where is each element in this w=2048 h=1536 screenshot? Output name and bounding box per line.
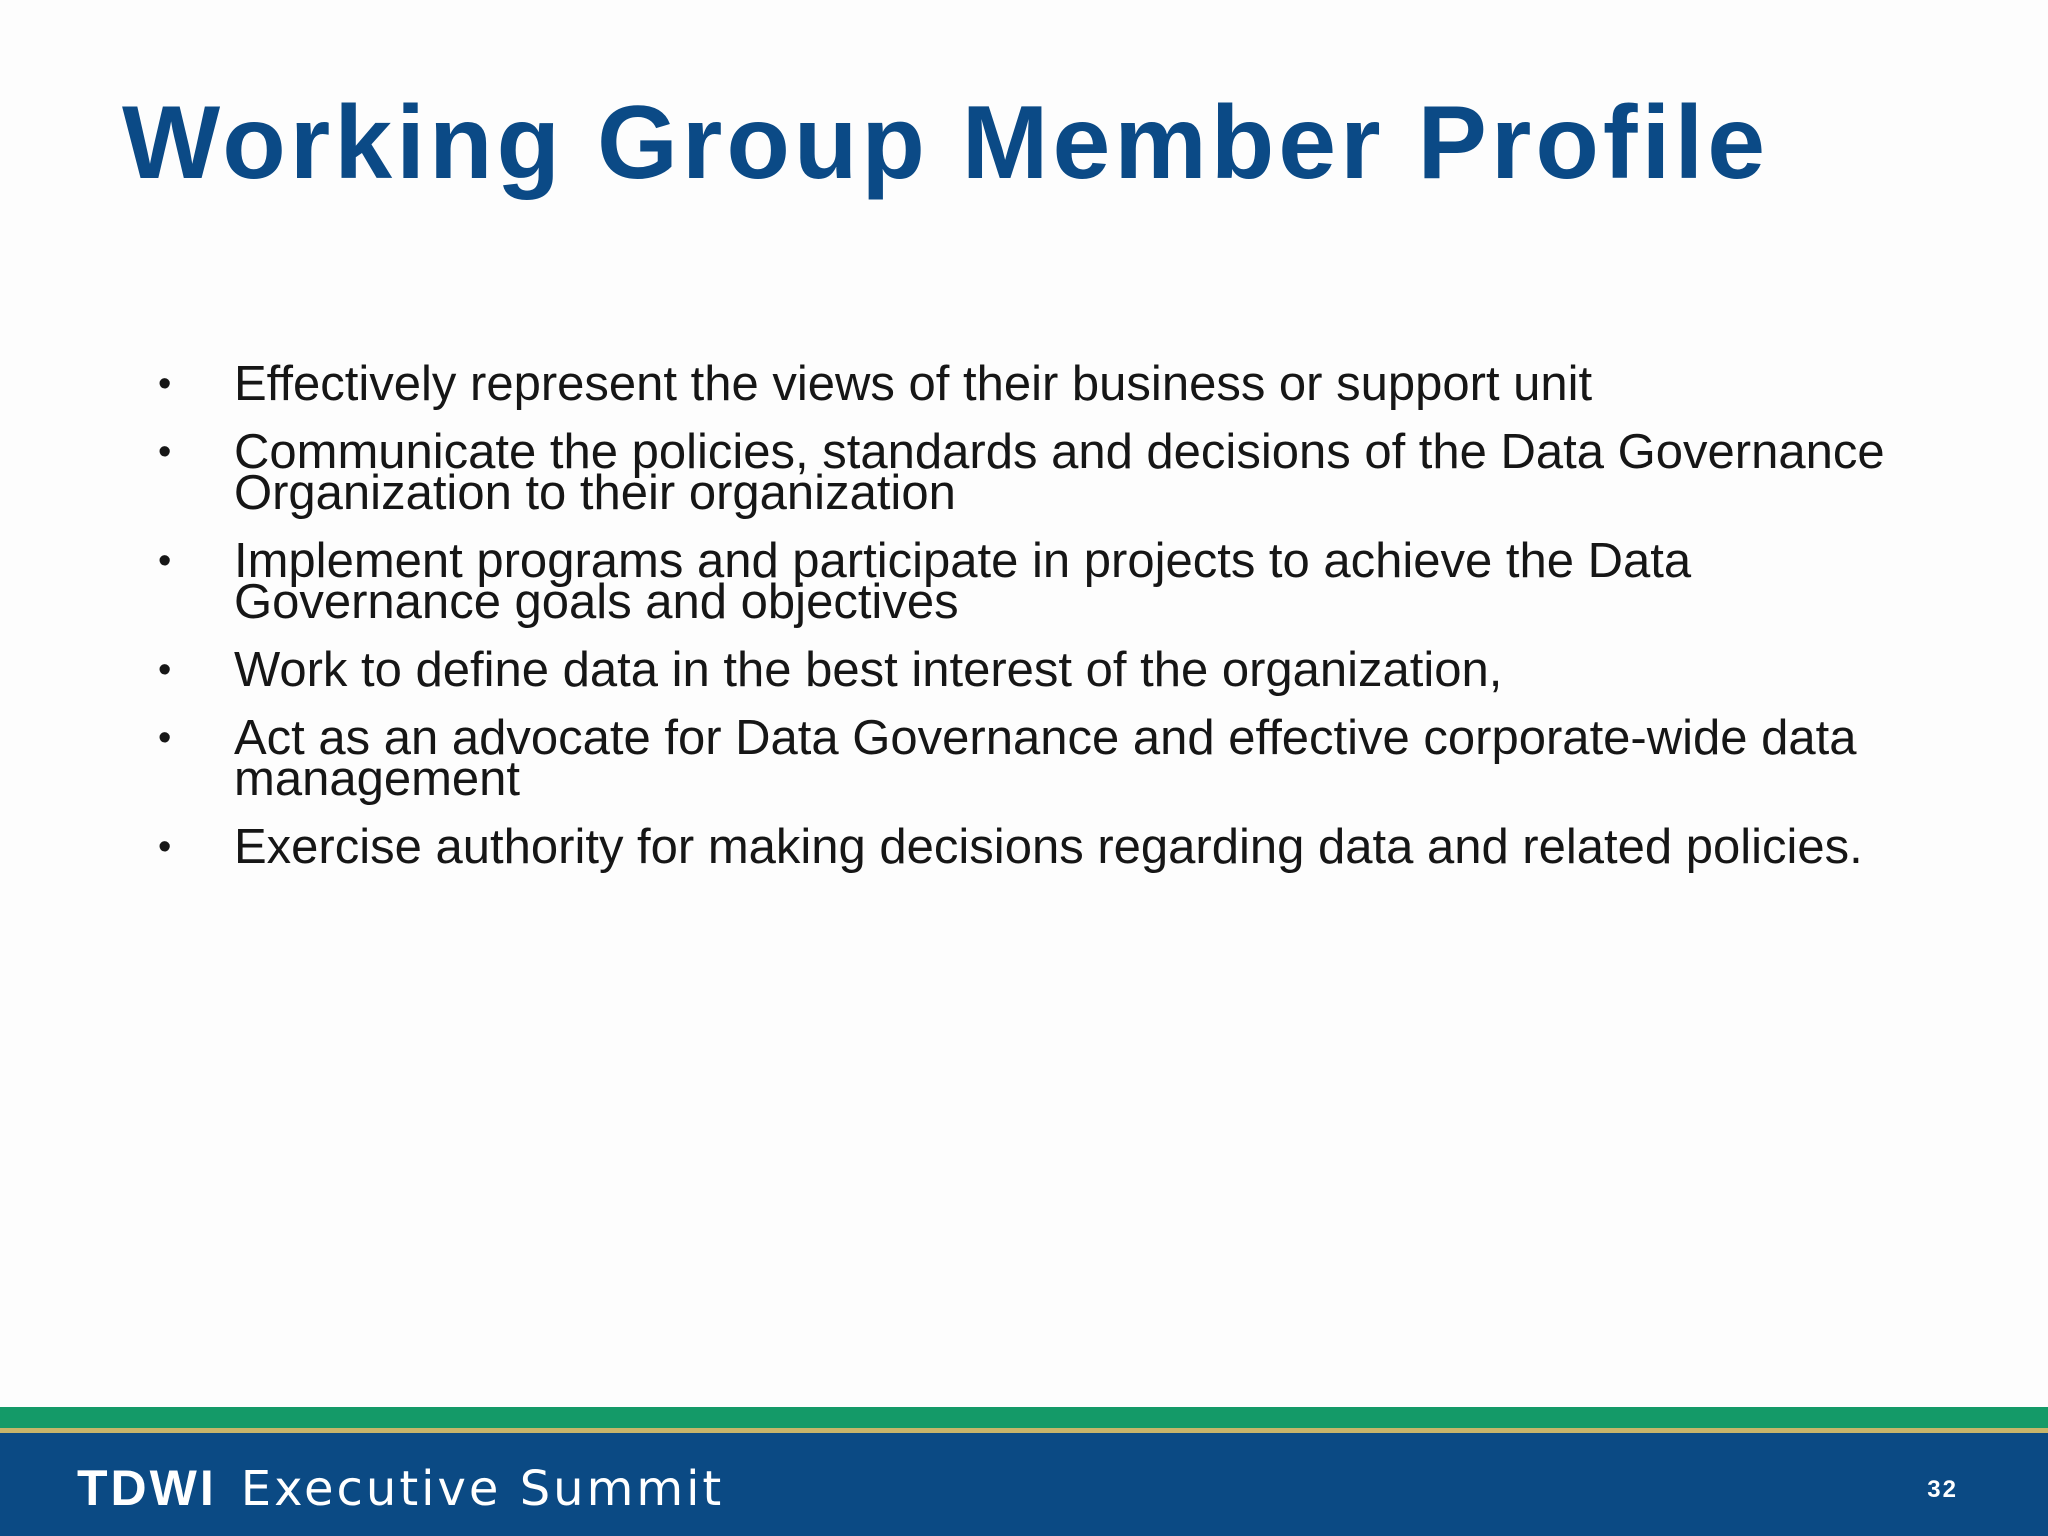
bullet-icon: •: [158, 717, 172, 759]
bullet-text-continued: management: [234, 752, 521, 806]
bullet-text-continued: Governance goals and objectives: [234, 575, 959, 629]
bullet-item: [150, 711, 2010, 806]
bullet-list: [150, 357, 2010, 895]
bullet-text: Exercise authority for making decisions regarding data and related policies.: [234, 820, 1863, 874]
bullet-item: [150, 425, 2010, 520]
bullet-item: [150, 357, 2010, 411]
footer-event-name: Executive Summit: [240, 1461, 725, 1517]
bullet-text: Effectively represent the views of their business or support unit: [234, 357, 1593, 411]
bullet-text-continued: Organization to their organization: [234, 466, 956, 520]
bullet-icon: •: [158, 826, 172, 868]
footer-logo: [77, 1462, 724, 1527]
bullet-item: [150, 534, 2010, 629]
bullet-text: Communicate the policies, standards and decisions of the Data Governance: [234, 425, 1885, 479]
bullet-text: Work to define data in the best interest of the organization,: [234, 643, 1503, 697]
bullet-text: Implement programs and participate in projects to achieve the Data: [234, 534, 1692, 588]
bullet-item: [150, 643, 2010, 697]
bullet-icon: •: [158, 363, 172, 405]
page-number: 32: [1927, 1476, 1958, 1503]
bullet-item: [150, 820, 2010, 874]
bullet-icon: •: [158, 540, 172, 582]
bullet-icon: •: [158, 649, 172, 691]
slide-title: Working Group Member Profile: [122, 85, 1770, 201]
bullet-icon: •: [158, 431, 172, 473]
bullet-text: Act as an advocate for Data Governance and effective corporate-wide data: [234, 711, 1857, 765]
footer-brand: TDWI: [77, 1460, 217, 1516]
footer-green-stripe: [0, 1407, 2048, 1428]
